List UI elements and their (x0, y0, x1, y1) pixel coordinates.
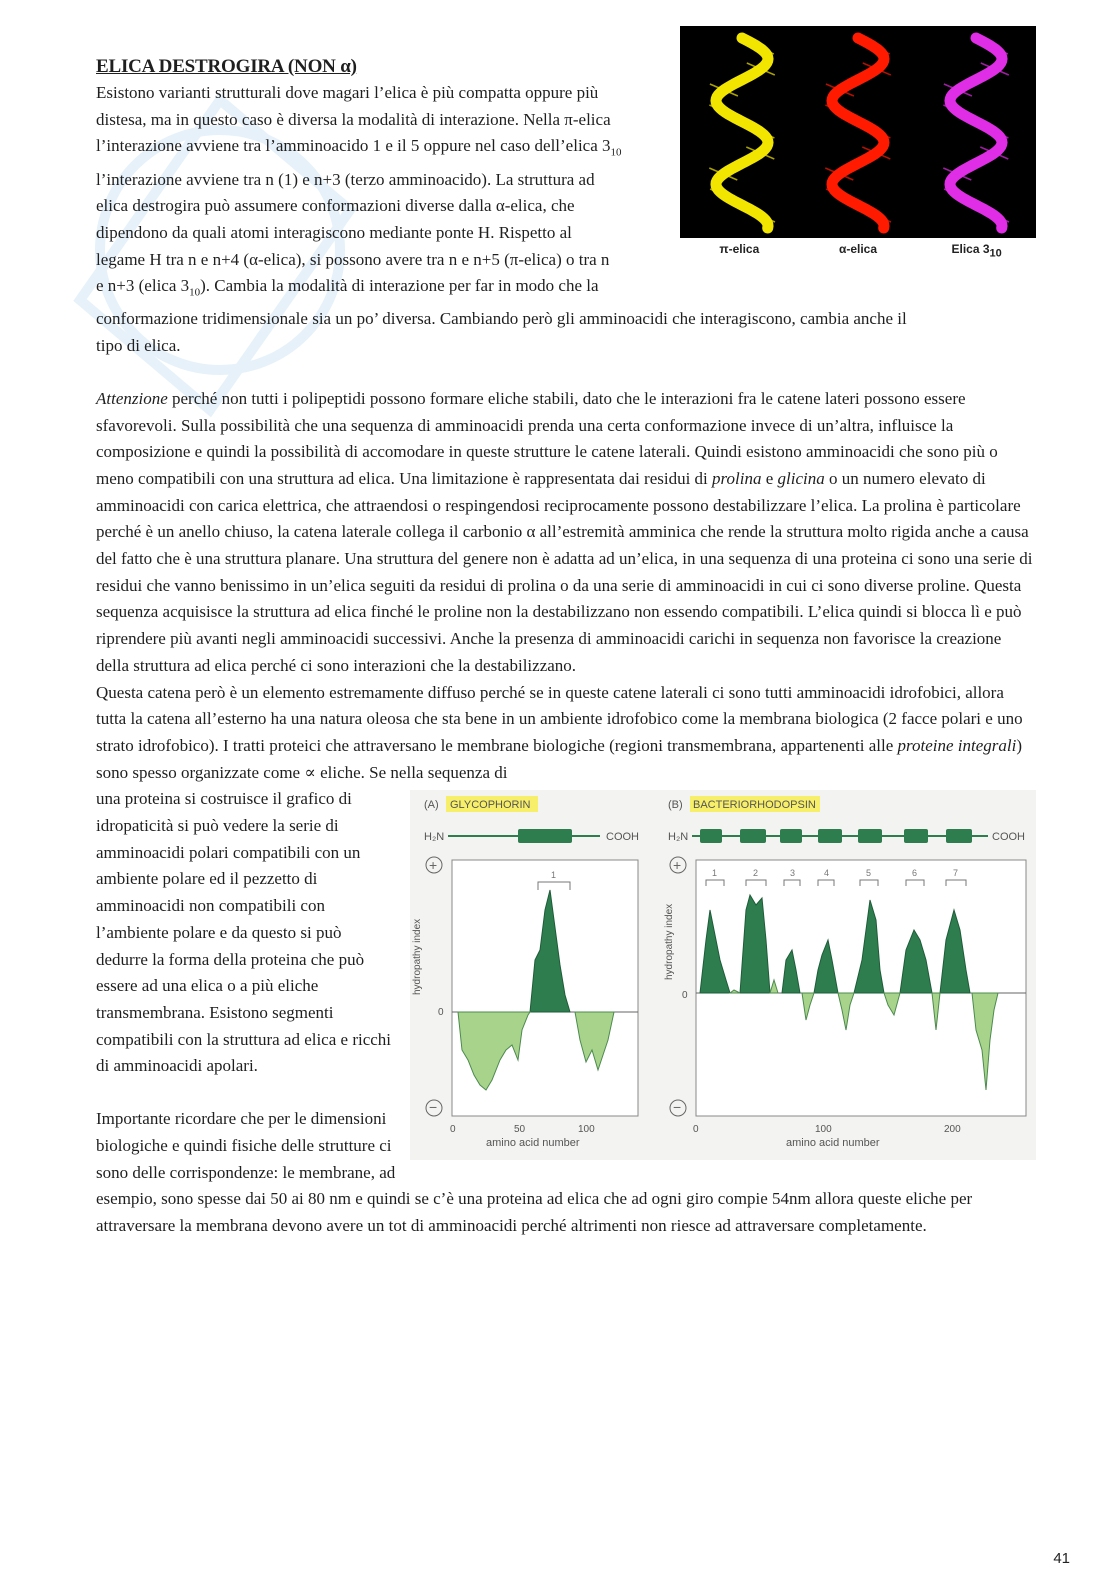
svg-text:H₂N: H₂N (668, 831, 689, 844)
svg-text:COOH: COOH (606, 831, 639, 844)
pi-helix-label: π-elica (719, 242, 760, 256)
svg-text:50: 50 (514, 1124, 526, 1136)
svg-text:H₂N: H₂N (424, 831, 445, 844)
helix-figure (680, 26, 1036, 266)
paragraph-2: Attenzione perché non tutti i polipeptidi possono formare eliche stabili, dato che le interazioni fra le catene lateri possono essere sfavorevoli. Sulla possibilità che una sequenza di amminoacidi prenda una certa conformazione invece di un’altra, influisce la composizione e quindi la possibilità di accomodare in queste strutture le catene laterali. Quindi esistono amminoacidi che sono più o meno compatibili con una struttura ad elica. Una limitazione è rappresentata dai residui di prolina e glicina o un numero elevato di amminoacidi con carica elettrica, che attraendosi o respingendosi reciprocamente possono destabilizzare l’elica. La prolina è particolare perché è un anello chiuso, la catena laterale collega il carbonio α all’estremità amminica che rende la struttura molto rigida anche a causa del fatto che è una struttura planare. Una struttura del genere non è adatta ad un’elica, in una sequenza di una proteina ci sono una serie di residui che vanno benissimo in un’elica seguiti da residui di prolina o da una serie di amminoacidi in cui ci sono diverse proline. Questa sequenza acquisisce la struttura ad elica finché le proline non la destabilizzano non essendo compatibili. L’elica quindi si blocca lì e può riprendere più avanti negli amminoacidi successivi. Anche la presenza di amminoacidi carichi in sequenza non favorisce la creazione della struttura ad elica perché ci sono interazioni che la destabilizzano. (96, 388, 1033, 675)
svg-text:+: + (429, 857, 438, 874)
svg-text:2: 2 (753, 868, 759, 879)
svg-text:hydropathy index: hydropathy index (664, 904, 675, 981)
svg-text:hydropathy index: hydropathy index (412, 919, 423, 996)
svg-text:100: 100 (815, 1124, 832, 1136)
svg-text:4: 4 (824, 868, 830, 879)
paragraph-4: una proteina si costruisce il grafico di idropaticità si può vedere la serie di amminoacidi polari compatibili con un ambiente polare ed il pezzetto di amminoacidi non compatibili con l’ambiente polare e da questo si può dedurre la forma della proteina che può essere ad una elica o a più eliche transmembrana. Esistono segmenti compatibili con la struttura ad elica e ricchi di amminoacidi apolari. (96, 789, 392, 1076)
svg-text:amino acid number: amino acid number (486, 1137, 580, 1150)
svg-text:100: 100 (578, 1124, 595, 1136)
svg-text:7: 7 (953, 868, 959, 879)
svg-text:3: 3 (790, 868, 796, 879)
helix-labels (680, 238, 1036, 259)
svg-text:BACTERIORHODOPSIN: BACTERIORHODOPSIN (693, 799, 816, 812)
svg-text:GLYCOPHORIN: GLYCOPHORIN (450, 799, 531, 812)
svg-text:(B): (B) (668, 799, 683, 812)
svg-text:1: 1 (712, 868, 718, 879)
paragraph-1: Esistono varianti strutturali dove magari l’elica è più compatta oppure più distesa, ma in questo caso è diversa la modalità di interazione. Nella π-elica l’interazione avviene tra l’amminoacido 1 e il 5 oppure nel caso dell’elica $3_{10}$ l’interazione avviene tra n (1) e n+3 (terzo amminoacido). La struttura ad elica destrogira può assumere conformazioni diverse dalla α-elica, che dipendono da quali atomi interagiscono mediante ponte H. Rispetto al legame H tra n e n+4 (α-elica), si possono avere tra n e n+5 (π-elica) o tra n e n+3 (elica $3_{10}$). Cambia la modalità di interazione per far in modo che la conformazione tridimensionale sia un po’ diversa. Cambiando però gli amminoacidi che interagiscono, cambia anche il tipo di elica. (96, 83, 907, 356)
svg-text:0: 0 (438, 1007, 444, 1019)
helix-310-label: Elica $3_{10}$ (951, 242, 1002, 260)
paragraph-5: Importante ricordare che per le dimensioni biologiche e quindi fisiche delle strutture ci sono delle corrispondenze: le membrane, ad esempio, sono spesse dai 50 ai 80 nm e quindi se c’è una proteina ad elica che ad ogni giro compie 54nm allora queste eliche per attraversare la membrana devono avere un tot di amminoacidi perché altrimenti non riesce ad attraversare completamente. (96, 1109, 973, 1235)
helix-image (680, 26, 1036, 238)
page-number: 41 (1053, 1550, 1070, 1567)
svg-text:1: 1 (551, 870, 557, 881)
svg-text:−: − (673, 1099, 682, 1116)
svg-text:5: 5 (866, 868, 872, 879)
svg-text:0: 0 (450, 1124, 456, 1136)
alpha-helix-label: α-elica (838, 242, 878, 256)
svg-text:200: 200 (944, 1124, 961, 1136)
svg-text:(A): (A) (424, 799, 439, 812)
svg-text:amino acid number: amino acid number (786, 1137, 880, 1150)
page-content (96, 56, 1036, 1240)
svg-text:+: + (673, 857, 682, 874)
hydropathy-figure (410, 790, 1036, 1160)
section-heading: ELICA DESTROGIRA (NON α) (96, 56, 357, 77)
svg-text:0: 0 (693, 1124, 699, 1136)
svg-text:6: 6 (912, 868, 918, 879)
svg-text:COOH: COOH (992, 831, 1025, 844)
svg-text:0: 0 (682, 990, 688, 1002)
paragraph-3: Questa catena però è un elemento estremamente diffuso perché se in queste catene laterali ci sono tutti amminoacidi idrofobici, allora tutta la catena all’esterno ha una natura oleosa che sta bene in un ambiente idrofobico come la membrana biologica (2 facce polari e uno strato idrofobico). I tratti proteici che attraversano le membrane biologiche (regioni transmembrana, appartenenti alle proteine integrali) sono spesso organizzate come ∝ eliche. Se nella sequenza di (96, 682, 1023, 782)
svg-text:−: − (429, 1099, 438, 1116)
